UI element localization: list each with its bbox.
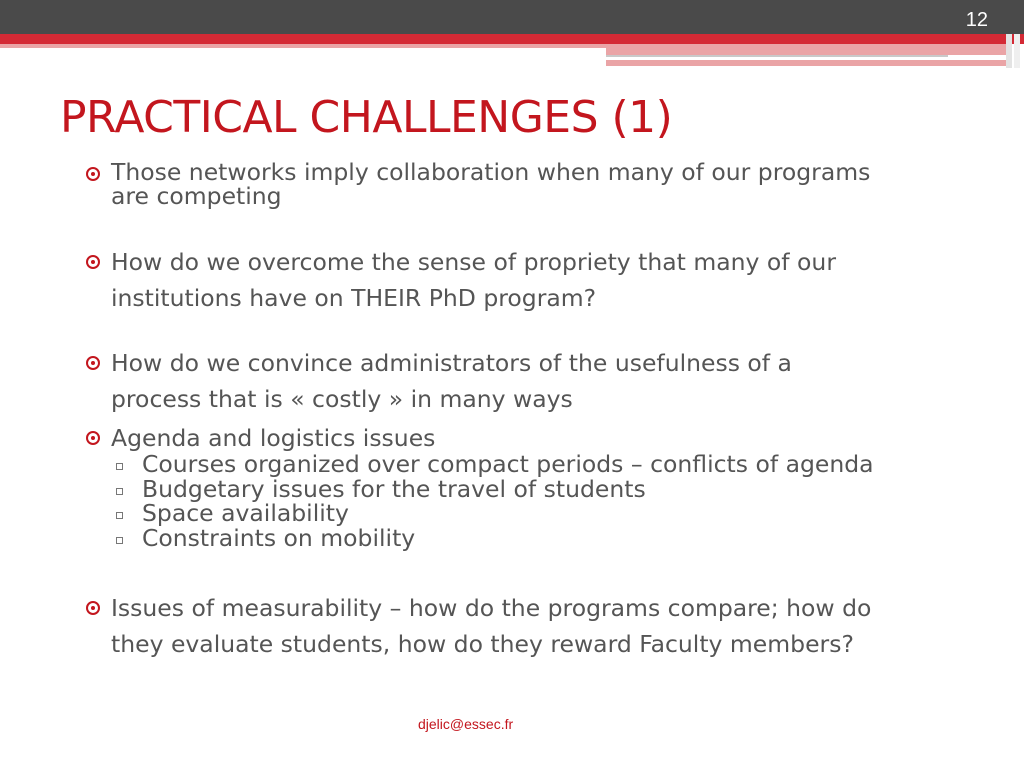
sub-bullet-item xyxy=(142,523,986,552)
bullet-text-line: How do we convince administrators of the usefulness of a xyxy=(111,349,792,377)
sub-bullet-text: Space availability xyxy=(142,499,349,527)
bullet-text-line: institutions have on THEIR PhD program? xyxy=(111,284,597,312)
sub-bullet-text: Courses organized over compact periods – conflicts of agenda xyxy=(142,450,874,478)
bullet-text-line: How do we overcome the sense of propriety that many of our xyxy=(111,248,836,276)
bullet-item xyxy=(86,244,986,316)
slide-title: PRACTICAL CHALLENGES (1) xyxy=(60,92,673,143)
square-bullet-icon xyxy=(116,488,123,495)
sub-bullet-item xyxy=(142,501,986,526)
slide-number: 12 xyxy=(965,9,988,31)
bullet-text-line: Those networks imply collaboration when many of our programs xyxy=(111,158,871,186)
footer-email: djelic@essec.fr xyxy=(418,716,514,732)
bullet-text-line: Agenda and logistics issues xyxy=(111,424,436,452)
bullet-item xyxy=(86,425,986,550)
sub-bullet-item xyxy=(142,452,986,477)
bullet-circle-icon xyxy=(86,255,100,269)
bullet-text-line: are competing xyxy=(111,182,282,210)
bullet-circle-icon xyxy=(86,601,100,615)
bullet-text-line: Issues of measurability – how do the programs compare; how do xyxy=(111,594,872,622)
bullet-circle-icon xyxy=(86,356,100,370)
bullet-circle-icon xyxy=(86,167,100,181)
sub-bullet-text: Budgetary issues for the travel of students xyxy=(142,474,646,503)
bullet-text-line: they evaluate students, how do they reward Faculty members? xyxy=(111,630,854,658)
sub-bullet-item xyxy=(142,474,986,503)
bullet-item xyxy=(86,160,986,208)
bullet-item xyxy=(86,590,986,662)
bullet-item xyxy=(86,345,986,417)
square-bullet-icon xyxy=(116,463,123,470)
sub-bullet-text: Constraints on mobility xyxy=(142,523,416,552)
sub-bullet-list xyxy=(86,452,986,550)
bullet-text-line: process that is « costly » in many ways xyxy=(111,385,573,413)
square-bullet-icon xyxy=(116,537,123,544)
square-bullet-icon xyxy=(116,512,123,519)
bullet-circle-icon xyxy=(86,431,100,445)
